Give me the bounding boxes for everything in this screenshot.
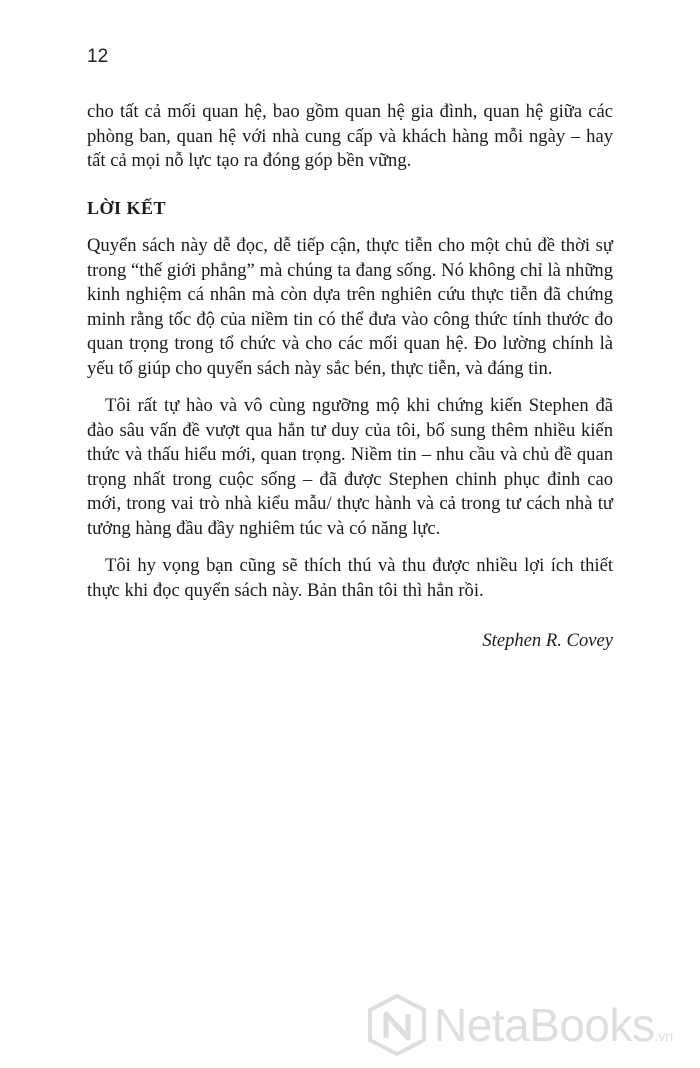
paragraph-3: Tôi hy vọng bạn cũng sẽ thích thú và thu được nhiều lợi ích thiết thực khi đọc quyển sách này. Bản thân tôi thì hẳn rồi. <box>87 555 613 601</box>
section-heading: LỜI KẾT <box>87 197 167 218</box>
body-text <box>87 100 613 654</box>
watermark-suffix: .vn <box>654 1028 674 1044</box>
paragraph-2: Tôi rất tự hào và vô cùng ngưỡng mộ khi chứng kiến Stephen đã đào sâu vấn đề vượt qua hẳn tư duy của tôi, bổ sung thêm nhiều kiến thức và thấu hiểu mới, quan trọng. Niềm tin – nhu cầu và chủ đề quan trọng nhất trong cuộc sống – đã được Stephen chinh phục đỉnh cao mới, trong vai trò nhà kiểu mẫu/ thực hành và cả trong tư cách nhà tư tưởng hàng đầu đầy nghiêm túc và có năng lực. <box>87 395 613 539</box>
continued-paragraph: cho tất cả mối quan hệ, bao gồm quan hệ gia đình, quan hệ giữa các phòng ban, quan hệ với nhà cung cấp và khách hàng mỗi ngày – hay tất cả mọi nỗ lực tạo ra đóng góp bền vững. <box>87 101 613 171</box>
n-logo-icon <box>366 994 428 1056</box>
watermark <box>366 990 696 1060</box>
paragraph-1: Quyển sách này dễ đọc, dễ tiếp cận, thực tiễn cho một chủ đề thời sự trong “thế giới phẳng” mà chúng ta đang sống. Nó không chỉ là những kinh nghiệm cá nhân mà còn dựa trên nghiên cứu thực tiễn đã chứng minh rằng tốc độ của niềm tin có thể đưa vào công thức tính thước đo quan trọng trong tổ chức và cho các mối quan hệ. Đo lường chính là yếu tố giúp cho quyển sách này sắc bén, thực tiễn, và đáng tin. <box>87 235 613 379</box>
watermark-brand: NetaBooks <box>434 999 655 1051</box>
page-number: 12 <box>87 46 109 67</box>
author-signature: Stephen R. Covey <box>482 630 613 651</box>
